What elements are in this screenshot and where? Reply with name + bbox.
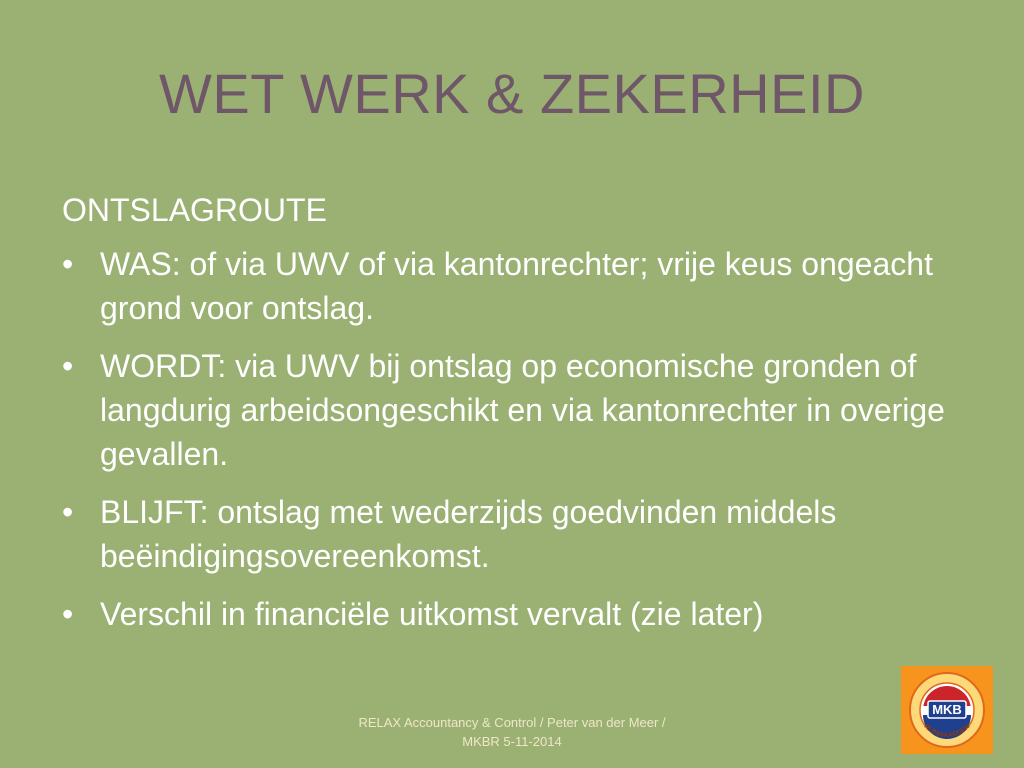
slide-body: [62, 188, 982, 650]
bullet-text: WAS: of via UWV of via kantonrechter; vrije keus ongeacht grond voor ontslag.: [100, 246, 933, 326]
bullet-icon: •: [62, 596, 74, 632]
slide-title: WET WERK & ZEKERHEID: [159, 62, 865, 125]
bullet-item: [62, 592, 982, 636]
logo-mkb-text: MKB: [932, 702, 962, 717]
mkb-logo-icon: [901, 666, 993, 754]
slide-footer: RELAX Accountancy & Control / Peter van der Meer / MKBR 5-11-2014: [358, 715, 666, 749]
bullet-item: [62, 344, 982, 476]
body-heading: ONTSLAGROUTE: [62, 192, 327, 228]
bullet-item: [62, 490, 982, 578]
bullet-text: BLIJFT: ontslag met wederzijds goedvinden middels beëindigingsovereenkomst.: [100, 494, 837, 574]
logo-ring-label: RIJNWAARDEN: [922, 723, 972, 740]
bullet-text: WORDT: via UWV bij ontslag op economische gronden of langdurig arbeidsongeschikt en via kantonrechter in overige gevallen.: [100, 348, 945, 472]
bullet-icon: •: [62, 348, 74, 384]
bullet-item: [62, 242, 982, 330]
bullet-icon: •: [62, 494, 74, 530]
mkb-logo-graphic: [901, 666, 993, 754]
bullet-list: [62, 242, 982, 636]
bullet-icon: •: [62, 246, 74, 282]
bullet-text: Verschil in financiële uitkomst vervalt (zie later): [100, 596, 764, 632]
